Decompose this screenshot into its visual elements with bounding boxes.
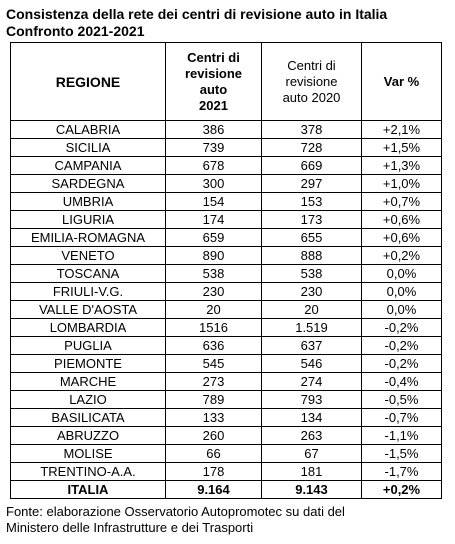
cell-2021: 300 (166, 175, 262, 193)
table-row (11, 409, 442, 427)
cell-regione: TOSCANA (11, 265, 166, 283)
cell-2021: 545 (166, 355, 262, 373)
cell-2021: 133 (166, 409, 262, 427)
cell-2021: 538 (166, 265, 262, 283)
cell-2021: 659 (166, 229, 262, 247)
cell-var: -0,7% (362, 409, 442, 427)
cell-2020: 230 (262, 283, 362, 301)
cell-var: +1,0% (362, 175, 442, 193)
cell-var: +2,1% (362, 121, 442, 139)
cell-2021: 66 (166, 445, 262, 463)
table-row (11, 319, 442, 337)
table-row (11, 445, 442, 463)
cell-2020: 153 (262, 193, 362, 211)
cell-regione: PIEMONTE (11, 355, 166, 373)
cell-2020: 263 (262, 427, 362, 445)
table-row (11, 391, 442, 409)
cell-2021: 386 (166, 121, 262, 139)
table-row (11, 265, 442, 283)
cell-var: 0,0% (362, 283, 442, 301)
cell-regione: LAZIO (11, 391, 166, 409)
header-2020-line: revisione (285, 73, 338, 89)
cell-var: 0,0% (362, 301, 442, 319)
document-title (6, 6, 451, 40)
table-row (11, 463, 442, 481)
total-row (11, 481, 442, 499)
header-2021-line: Centri di (187, 49, 240, 65)
cell-2020: 274 (262, 373, 362, 391)
cell-2020: 181 (262, 463, 362, 481)
header-2021-line: auto (199, 81, 228, 97)
source-line-2: Ministero delle Infrastrutture e dei Trasporti (6, 520, 254, 535)
total-var: +0,2% (362, 481, 442, 499)
cell-2020: 20 (262, 301, 362, 319)
cell-regione: LOMBARDIA (11, 319, 166, 337)
cell-2020: 637 (262, 337, 362, 355)
table-row (11, 427, 442, 445)
cell-var: -0,2% (362, 337, 442, 355)
header-regione: REGIONE (11, 43, 166, 121)
cell-var: +0,6% (362, 211, 442, 229)
table-row (11, 193, 442, 211)
cell-regione: CALABRIA (11, 121, 166, 139)
table-row (11, 121, 442, 139)
cell-regione: ABRUZZO (11, 427, 166, 445)
table-row (11, 355, 442, 373)
cell-regione: MARCHE (11, 373, 166, 391)
cell-2021: 890 (166, 247, 262, 265)
cell-regione: SARDEGNA (11, 175, 166, 193)
cell-var: +0,2% (362, 247, 442, 265)
cell-var: +0,6% (362, 229, 442, 247)
cell-2021: 273 (166, 373, 262, 391)
cell-regione: LIGURIA (11, 211, 166, 229)
total-2020: 9.143 (262, 481, 362, 499)
table-row (11, 283, 442, 301)
source-note (6, 504, 451, 536)
cell-2020: 67 (262, 445, 362, 463)
cell-regione: VENETO (11, 247, 166, 265)
table-row (11, 337, 442, 355)
cell-regione: VALLE D'AOSTA (11, 301, 166, 319)
cell-regione: EMILIA-ROMAGNA (11, 229, 166, 247)
header-2020-line: auto 2020 (282, 89, 341, 105)
cell-2021: 178 (166, 463, 262, 481)
cell-2020: 1.519 (262, 319, 362, 337)
cell-regione: UMBRIA (11, 193, 166, 211)
cell-2021: 154 (166, 193, 262, 211)
cell-regione: CAMPANIA (11, 157, 166, 175)
cell-2021: 739 (166, 139, 262, 157)
table-row (11, 373, 442, 391)
table-row (11, 301, 442, 319)
cell-regione: BASILICATA (11, 409, 166, 427)
cell-2020: 173 (262, 211, 362, 229)
header-centri-2020 (262, 43, 362, 121)
cell-2021: 20 (166, 301, 262, 319)
cell-var: -0,4% (362, 373, 442, 391)
cell-2020: 655 (262, 229, 362, 247)
cell-2021: 636 (166, 337, 262, 355)
title-line-1: Consistenza della rete dei centri di revisione auto in Italia (6, 6, 388, 22)
cell-2020: 378 (262, 121, 362, 139)
cell-regione: PUGLIA (11, 337, 166, 355)
cell-var: -1,7% (362, 463, 442, 481)
cell-regione: MOLISE (11, 445, 166, 463)
cell-2020: 728 (262, 139, 362, 157)
header-2021-line: revisione (184, 65, 243, 81)
cell-2020: 297 (262, 175, 362, 193)
cell-2021: 678 (166, 157, 262, 175)
table-row (11, 157, 442, 175)
source-line-1: Fonte: elaborazione Osservatorio Autopromotec su dati del (6, 504, 345, 519)
cell-2020: 134 (262, 409, 362, 427)
table-header-row (11, 43, 442, 121)
cell-var: -0,5% (362, 391, 442, 409)
table-row (11, 211, 442, 229)
cell-var: -1,1% (362, 427, 442, 445)
cell-var: -1,5% (362, 445, 442, 463)
cell-2021: 260 (166, 427, 262, 445)
total-2021: 9.164 (166, 481, 262, 499)
header-2020-line: Centri di (287, 57, 336, 73)
cell-regione: SICILIA (11, 139, 166, 157)
cell-var: +1,5% (362, 139, 442, 157)
cell-var: -0,2% (362, 319, 442, 337)
revision-centers-table (10, 42, 442, 499)
table-row (11, 229, 442, 247)
total-regione: ITALIA (11, 481, 166, 499)
cell-var: +1,3% (362, 157, 442, 175)
cell-2021: 789 (166, 391, 262, 409)
cell-2021: 230 (166, 283, 262, 301)
cell-var: +0,7% (362, 193, 442, 211)
table-row (11, 247, 442, 265)
title-line-2: Confronto 2021-2021 (6, 23, 145, 39)
cell-2020: 669 (262, 157, 362, 175)
cell-2020: 793 (262, 391, 362, 409)
table-row (11, 175, 442, 193)
cell-var: 0,0% (362, 265, 442, 283)
header-2021-line: 2021 (199, 97, 228, 113)
cell-regione: FRIULI-V.G. (11, 283, 166, 301)
cell-var: -0,2% (362, 355, 442, 373)
header-var: Var % (362, 43, 442, 121)
table-row (11, 139, 442, 157)
cell-2020: 888 (262, 247, 362, 265)
cell-2021: 1516 (166, 319, 262, 337)
header-centri-2021 (166, 43, 262, 121)
cell-regione: TRENTINO-A.A. (11, 463, 166, 481)
cell-2020: 538 (262, 265, 362, 283)
cell-2020: 546 (262, 355, 362, 373)
cell-2021: 174 (166, 211, 262, 229)
